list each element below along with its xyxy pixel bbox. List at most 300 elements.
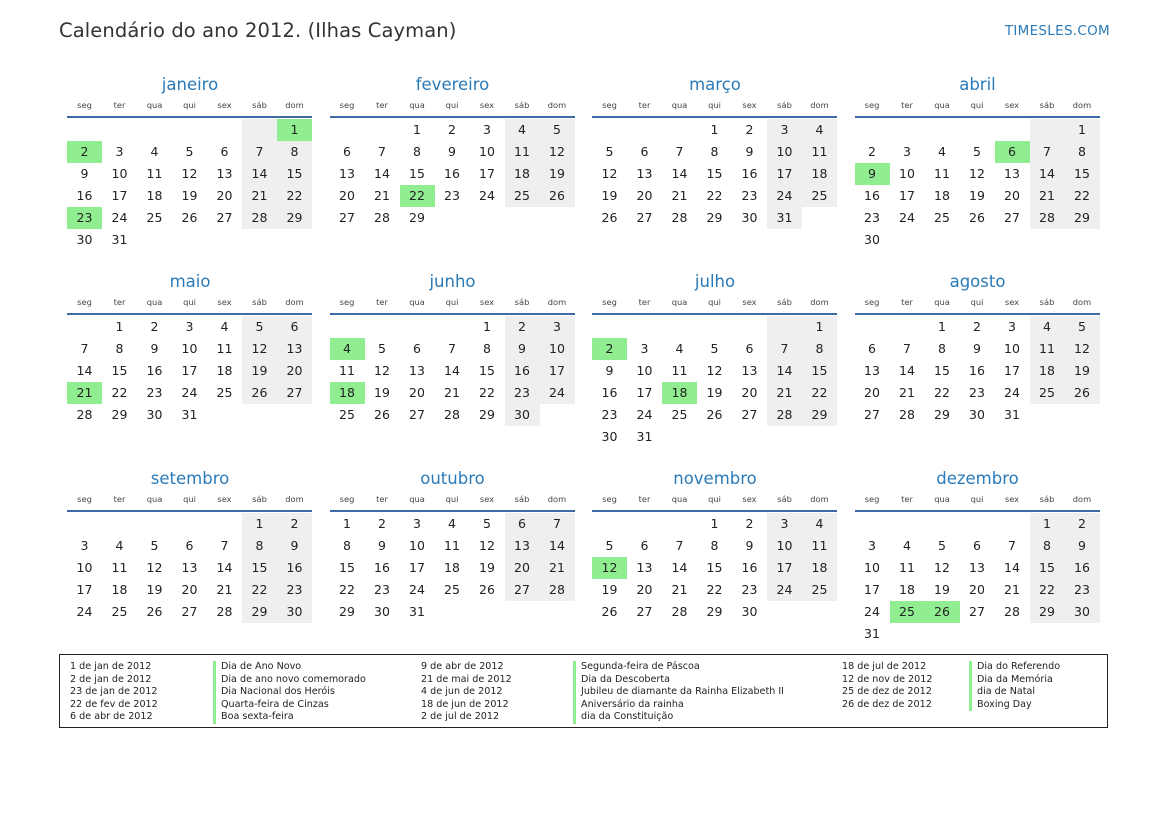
day-cell: 14	[374, 166, 390, 181]
day-cell: 17	[111, 188, 128, 203]
holiday-name: Dia da Descoberta	[573, 674, 784, 687]
weekday-label: seg	[602, 100, 617, 110]
day-cell: 11	[339, 363, 355, 378]
header-rule	[330, 510, 575, 512]
day-cell: 19	[1065, 360, 1100, 382]
day-cell: 5	[1065, 316, 1100, 338]
day-cell: 25	[111, 604, 128, 619]
weekday-label: qua	[934, 494, 950, 504]
day-cell: 4	[1030, 316, 1065, 338]
empty-day-cell	[960, 513, 995, 535]
empty-day-cell	[767, 316, 802, 338]
day-cell: 28	[899, 407, 915, 422]
day-cell: 3	[640, 341, 649, 356]
day-cell: 31	[181, 407, 198, 422]
month-fevereiro	[330, 74, 576, 271]
month-name: maio	[169, 272, 211, 291]
empty-day-cell	[662, 119, 697, 141]
day-cell: 10	[181, 341, 198, 356]
day-cell: 16	[146, 363, 163, 378]
day-cell: 16	[864, 188, 880, 203]
weekday-label: sáb	[777, 494, 792, 504]
holiday-dates-column	[421, 661, 512, 724]
day-cell: 16	[76, 188, 93, 203]
day-cell: 14	[671, 560, 688, 575]
day-cell: 2	[448, 122, 456, 137]
header-rule	[592, 313, 837, 315]
day-cell: 8	[938, 341, 946, 356]
weekday-label: qui	[970, 494, 984, 504]
day-cell: 14	[899, 363, 915, 378]
day-cell: 24	[540, 382, 575, 404]
empty-day-cell	[1030, 119, 1065, 141]
header-rule	[592, 510, 837, 512]
day-cell: 1	[938, 319, 946, 334]
day-cell: 4	[675, 341, 684, 356]
day-cell: 17	[409, 560, 425, 575]
day-cell: 26	[181, 210, 198, 225]
holiday-date: 2 de jul de 2012	[421, 711, 500, 723]
empty-day-cell	[67, 513, 102, 535]
day-cell: 8	[710, 538, 719, 553]
day-cell: 4	[802, 119, 837, 141]
day-cell: 24	[899, 210, 915, 225]
day-cell: 23	[969, 385, 985, 400]
month-name: abril	[959, 75, 996, 94]
day-cell: 27	[216, 210, 233, 225]
day-cell: 30	[277, 601, 312, 623]
day-cell: 23	[444, 188, 460, 203]
month-outubro	[330, 468, 576, 665]
day-cell: 28	[540, 579, 575, 601]
weekday-label: sáb	[514, 100, 530, 110]
day-cell: 21	[242, 185, 277, 207]
holiday-date: 26 de dez de 2012	[842, 698, 932, 710]
empty-day-cell	[102, 513, 137, 535]
weekday-label: qui	[708, 494, 721, 504]
weekday-label: qua	[671, 494, 688, 504]
day-cell: 25	[1030, 382, 1065, 404]
day-cell: 10	[111, 166, 128, 181]
day-cell: 22	[1030, 579, 1065, 601]
weekday-label: seg	[602, 297, 617, 307]
day-cell: 10	[409, 538, 425, 553]
day-grid	[330, 513, 576, 623]
month-name: junho	[429, 272, 476, 291]
day-cell: 26	[601, 210, 618, 225]
day-cell: 22	[242, 579, 277, 601]
day-cell: 17	[899, 188, 915, 203]
day-cell: 20	[339, 188, 355, 203]
day-cell: 12	[374, 363, 390, 378]
day-cell: 11	[216, 341, 233, 356]
day-cell: 16	[601, 385, 618, 400]
day-cell: 13	[339, 166, 355, 181]
day-cell: 6	[220, 144, 229, 159]
empty-day-cell	[995, 119, 1030, 141]
day-cell: 23	[505, 382, 540, 404]
day-cell: 17	[479, 166, 495, 181]
day-cell: 1	[1030, 513, 1065, 535]
day-cell: 2	[277, 513, 312, 535]
weekday-label: sex	[479, 297, 495, 307]
day-cell: 13	[636, 560, 653, 575]
day-cell: 24	[767, 185, 802, 207]
day-cell: 28	[216, 604, 233, 619]
day-cell: 23	[146, 385, 163, 400]
day-cell: 27	[1004, 210, 1020, 225]
day-grid	[67, 119, 313, 251]
day-cell: 22	[1065, 185, 1100, 207]
empty-day-cell	[890, 119, 925, 141]
empty-day-cell	[435, 316, 470, 338]
day-grid	[330, 119, 576, 229]
day-cell: 7	[1030, 141, 1065, 163]
day-cell: 14	[76, 363, 93, 378]
day-cell: 19	[374, 385, 390, 400]
empty-day-cell	[592, 119, 627, 141]
day-cell: 26	[540, 185, 575, 207]
day-cell: 2	[745, 516, 754, 531]
day-cell: 9	[505, 338, 540, 360]
weekday-label: qua	[671, 297, 688, 307]
weekday-label: sáb	[252, 297, 267, 307]
day-cell: 27	[409, 407, 425, 422]
day-cell: 29	[479, 407, 495, 422]
day-cell: 30	[374, 604, 390, 619]
day-cell: 15	[277, 163, 312, 185]
day-cell: 29	[706, 210, 723, 225]
day-cell: 25	[146, 210, 163, 225]
month-name: julho	[694, 272, 736, 291]
day-cell: 7	[80, 341, 89, 356]
day-cell: 26	[601, 604, 618, 619]
day-cell: 18	[662, 382, 697, 404]
weekday-label: sáb	[1039, 100, 1055, 110]
day-cell: 16	[277, 557, 312, 579]
day-grid	[592, 316, 838, 448]
day-cell: 10	[636, 363, 653, 378]
day-cell: 1	[802, 316, 837, 338]
month-name: março	[689, 75, 741, 94]
day-cell: 19	[242, 360, 277, 382]
day-cell: 8	[343, 538, 351, 553]
weekday-label: sáb	[1039, 297, 1055, 307]
empty-day-cell	[662, 316, 697, 338]
day-cell: 12	[592, 557, 627, 579]
holiday-date: 12 de nov de 2012	[842, 673, 933, 685]
day-cell: 18	[505, 163, 540, 185]
holiday-name: Quarta-feira de Cinzas	[213, 699, 366, 712]
day-cell: 17	[767, 163, 802, 185]
month-julho	[592, 271, 838, 468]
day-cell: 28	[671, 604, 688, 619]
holiday-name: Segunda-feira de Páscoa	[573, 661, 784, 674]
day-cell: 22	[802, 382, 837, 404]
day-cell: 9	[605, 363, 614, 378]
empty-day-cell	[890, 316, 925, 338]
day-cell: 23	[1065, 579, 1100, 601]
weekday-label: qui	[445, 297, 459, 307]
day-cell: 2	[1065, 513, 1100, 535]
holiday-name: Dia de ano novo comemorado	[213, 674, 366, 687]
holiday-date: 6 de abr de 2012	[70, 711, 153, 723]
weekday-label: sáb	[514, 297, 530, 307]
day-cell: 15	[409, 166, 425, 181]
weekday-header	[67, 295, 313, 311]
weekday-header	[330, 295, 576, 311]
day-cell: 1	[242, 513, 277, 535]
empty-day-cell	[890, 513, 925, 535]
day-cell: 8	[483, 341, 491, 356]
day-cell: 26	[374, 407, 390, 422]
day-cell: 11	[802, 141, 837, 163]
day-cell: 29	[242, 601, 277, 623]
day-cell: 2	[868, 144, 876, 159]
weekday-label: ter	[376, 494, 388, 504]
empty-day-cell	[172, 119, 207, 141]
day-cell: 29	[802, 404, 837, 426]
day-cell: 27	[181, 604, 198, 619]
day-cell: 28	[767, 404, 802, 426]
weekday-label: qui	[183, 494, 196, 504]
weekday-label: ter	[638, 100, 651, 110]
day-cell: 2	[973, 319, 981, 334]
day-cell: 22	[479, 385, 495, 400]
holiday-name: Dia do Referendo	[969, 661, 1060, 674]
holiday-name: dia da Constituição	[573, 711, 784, 724]
day-cell: 28	[671, 210, 688, 225]
day-cell: 11	[444, 538, 460, 553]
day-cell: 13	[181, 560, 198, 575]
empty-day-cell	[627, 513, 662, 535]
day-cell: 23	[374, 582, 390, 597]
day-cell: 12	[181, 166, 198, 181]
day-cell: 8	[1030, 535, 1065, 557]
weekday-label: qui	[708, 100, 721, 110]
weekday-label: qua	[146, 297, 163, 307]
weekday-label: sáb	[514, 494, 530, 504]
day-grid	[67, 513, 313, 623]
weekday-label: qua	[409, 100, 425, 110]
day-cell: 20	[636, 582, 653, 597]
weekday-label: ter	[376, 100, 388, 110]
weekday-label: seg	[77, 100, 92, 110]
holiday-name: dia de Natal	[969, 686, 1060, 699]
weekday-label: ter	[638, 494, 651, 504]
day-cell: 28	[444, 407, 460, 422]
day-cell: 8	[413, 144, 421, 159]
empty-day-cell	[67, 119, 102, 141]
day-cell: 24	[1004, 385, 1020, 400]
day-cell: 22	[706, 188, 723, 203]
day-cell: 6	[505, 513, 540, 535]
weekday-label: ter	[901, 494, 913, 504]
day-cell: 13	[969, 560, 985, 575]
day-cell: 9	[973, 341, 981, 356]
day-cell: 30	[741, 210, 758, 225]
day-cell: 27	[864, 407, 880, 422]
day-cell: 21	[444, 385, 460, 400]
day-cell: 11	[1030, 338, 1065, 360]
day-cell: 26	[969, 210, 985, 225]
holiday-date: 1 de jan de 2012	[70, 661, 152, 672]
weekday-header	[592, 295, 838, 311]
month-abril	[855, 74, 1101, 271]
empty-day-cell	[330, 316, 365, 338]
day-cell: 8	[1065, 141, 1100, 163]
empty-day-cell	[925, 513, 960, 535]
weekday-label: sáb	[777, 100, 792, 110]
day-cell: 9	[80, 166, 89, 181]
weekday-label: ter	[901, 100, 913, 110]
day-cell: 7	[378, 144, 386, 159]
day-cell: 15	[706, 560, 723, 575]
weekday-label: qui	[970, 297, 984, 307]
day-cell: 7	[903, 341, 911, 356]
brand-link[interactable]: TIMESLES.COM	[1004, 23, 1110, 39]
day-cell: 14	[671, 166, 688, 181]
month-agosto	[855, 271, 1101, 468]
day-cell: 14	[1004, 560, 1020, 575]
day-cell: 12	[601, 166, 618, 181]
day-cell: 18	[216, 363, 233, 378]
day-cell: 10	[479, 144, 495, 159]
day-cell: 23	[864, 210, 880, 225]
day-cell: 30	[505, 404, 540, 426]
day-cell: 21	[374, 188, 390, 203]
day-cell: 9	[1065, 535, 1100, 557]
day-cell: 4	[903, 538, 911, 553]
weekday-label: dom	[285, 297, 304, 307]
holiday-date: 23 de jan de 2012	[70, 686, 158, 698]
day-cell: 20	[409, 385, 425, 400]
day-cell: 26	[1065, 382, 1100, 404]
weekday-label: qua	[934, 297, 950, 307]
day-cell: 4	[115, 538, 124, 553]
holiday-date: 18 de jul de 2012	[842, 661, 927, 672]
day-cell: 25	[339, 407, 355, 422]
empty-day-cell	[627, 316, 662, 338]
weekday-label: seg	[339, 297, 355, 307]
day-cell: 15	[706, 166, 723, 181]
day-cell: 4	[150, 144, 159, 159]
holiday-date: 18 de jun de 2012	[421, 698, 509, 710]
day-cell: 28	[242, 207, 277, 229]
day-cell: 18	[444, 560, 460, 575]
weekday-label: qui	[183, 100, 196, 110]
month-setembro	[67, 468, 313, 665]
day-cell: 27	[741, 407, 758, 422]
empty-day-cell	[242, 119, 277, 141]
day-cell: 25	[802, 579, 837, 601]
day-cell: 23	[67, 207, 102, 229]
day-cell: 24	[479, 188, 495, 203]
day-cell: 8	[242, 535, 277, 557]
day-cell: 22	[706, 582, 723, 597]
day-cell: 16	[741, 166, 758, 181]
month-dezembro	[855, 468, 1101, 665]
day-cell: 20	[636, 188, 653, 203]
weekday-label: sex	[217, 297, 232, 307]
day-grid	[855, 119, 1101, 251]
day-cell: 28	[374, 210, 390, 225]
day-cell: 11	[671, 363, 688, 378]
header-rule	[330, 116, 575, 118]
day-cell: 29	[111, 407, 128, 422]
day-cell: 18	[1030, 360, 1065, 382]
day-cell: 12	[540, 141, 575, 163]
empty-day-cell	[137, 513, 172, 535]
month-name: novembro	[673, 469, 757, 488]
day-cell: 22	[400, 185, 435, 207]
day-cell: 20	[181, 582, 198, 597]
day-cell: 17	[1004, 363, 1020, 378]
day-cell: 1	[710, 516, 719, 531]
weekday-label: sex	[217, 494, 232, 504]
day-cell: 15	[1030, 557, 1065, 579]
day-cell: 13	[1004, 166, 1020, 181]
day-cell: 7	[1008, 538, 1016, 553]
weekday-label: sáb	[252, 494, 267, 504]
weekday-label: sex	[742, 297, 757, 307]
day-cell: 25	[802, 185, 837, 207]
day-cell: 6	[995, 141, 1030, 163]
day-cell: 5	[605, 144, 614, 159]
day-cell: 3	[185, 319, 194, 334]
day-cell: 24	[767, 579, 802, 601]
weekday-label: sex	[1004, 297, 1020, 307]
day-grid	[855, 513, 1101, 645]
day-cell: 29	[277, 207, 312, 229]
day-cell: 31	[864, 626, 880, 641]
weekday-label: qui	[445, 494, 459, 504]
day-cell: 4	[505, 119, 540, 141]
day-cell: 21	[1030, 185, 1065, 207]
empty-day-cell	[995, 513, 1030, 535]
day-cell: 8	[802, 338, 837, 360]
weekday-label: qui	[183, 297, 196, 307]
weekday-header	[330, 98, 576, 114]
day-cell: 2	[150, 319, 159, 334]
day-cell: 24	[76, 604, 93, 619]
holiday-names-column	[213, 661, 366, 724]
day-cell: 20	[741, 385, 758, 400]
day-cell: 31	[767, 207, 802, 229]
day-cell: 22	[339, 582, 355, 597]
day-cell: 14	[242, 163, 277, 185]
day-cell: 5	[938, 538, 946, 553]
empty-day-cell	[855, 316, 890, 338]
day-grid	[592, 513, 838, 623]
day-cell: 19	[601, 188, 618, 203]
weekday-label: sex	[479, 100, 495, 110]
day-cell: 23	[601, 407, 618, 422]
day-cell: 26	[925, 601, 960, 623]
holiday-name: Dia da Memória	[969, 674, 1060, 687]
day-cell: 8	[277, 141, 312, 163]
day-cell: 22	[111, 385, 128, 400]
day-cell: 15	[479, 363, 495, 378]
day-cell: 18	[802, 557, 837, 579]
weekday-label: seg	[864, 494, 880, 504]
day-cell: 10	[767, 535, 802, 557]
weekday-label: ter	[901, 297, 913, 307]
day-cell: 24	[409, 582, 425, 597]
day-cell: 6	[868, 341, 876, 356]
day-cell: 28	[76, 407, 93, 422]
weekday-label: seg	[77, 297, 92, 307]
